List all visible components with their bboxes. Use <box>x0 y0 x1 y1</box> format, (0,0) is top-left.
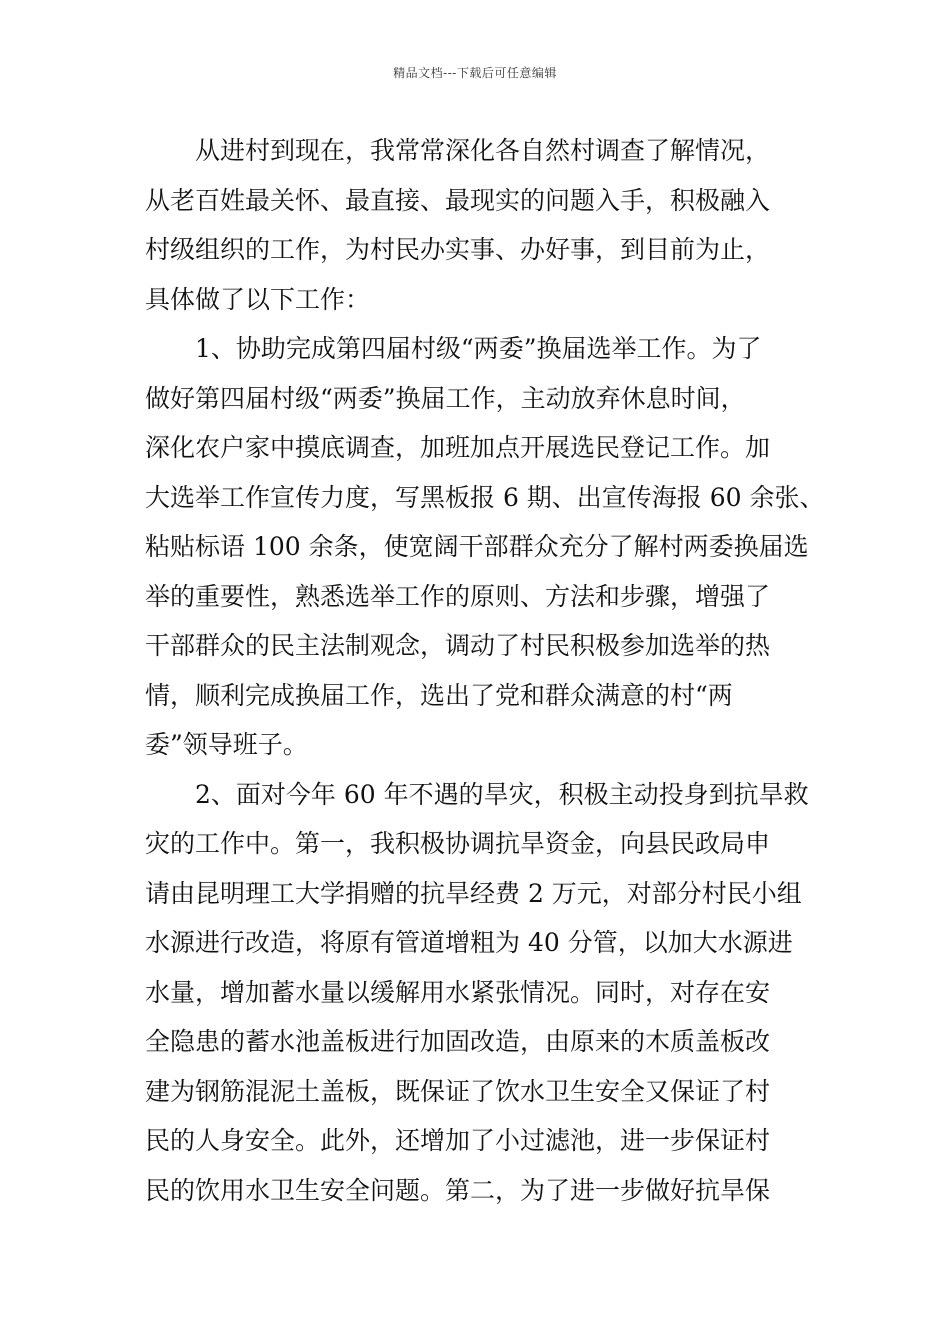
paragraph-line: 水源进行改造，将原有管道增粗为 40 分管，以加大水源进 <box>145 928 793 957</box>
page-header: 精品文档---下载后可任意编辑 <box>393 66 557 80</box>
paragraph-line: 委”领导班子。 <box>145 730 308 759</box>
paragraph-line: 建为钢筋混泥土盖板，既保证了饮水卫生安全又保证了村 <box>145 1076 771 1106</box>
paragraph-line: 水量，增加蓄水量以缓解用水紧张情况。同时，对存在安 <box>145 977 771 1007</box>
paragraph-line: 粘贴标语 100 余条，使宽阔干部群众充分了解村两委换届选 <box>145 532 809 561</box>
paragraph-line: 举的重要性，熟悉选举工作的原则、方法和步骤，增强了 <box>145 581 771 611</box>
paragraph-line: 情，顺利完成换届工作，选出了党和群众满意的村“两 <box>145 680 733 710</box>
paragraph-line: 请由昆明理工大学捐赠的抗旱经费 2 万元，对部分村民小组 <box>145 878 802 908</box>
paragraph-line: 干部群众的民主法制观念，调动了村民积极参加选举的热 <box>145 631 771 660</box>
paragraph-line: 全隐患的蓄水池盖板进行加固改造，由原来的木质盖板改 <box>145 1027 771 1056</box>
paragraph-line: 民的人身安全。此外，还增加了小过滤池，进一步保证村 <box>145 1126 771 1155</box>
paragraph-line: 从进村到现在，我常常深化各自然村调查了解情况， <box>195 136 771 165</box>
paragraph-line: 1、协助完成第四届村级“两委”换届选举工作。为了 <box>195 334 762 363</box>
paragraph-line: 村级组织的工作，为村民办实事、办好事，到目前为止， <box>145 235 771 264</box>
paragraph-line: 从老百姓最关怀、最直接、最现实的问题入手，积极融入 <box>145 185 771 215</box>
paragraph-line: 2、面对今年 60 年不遇的旱灾，积极主动投身到抗旱救 <box>195 779 809 809</box>
paragraph-line: 灾的工作中。第一，我积极协调抗旱资金，向县民政局申 <box>145 829 771 858</box>
paragraph-line: 具体做了以下工作： <box>145 284 371 314</box>
document-body <box>145 126 825 1215</box>
paragraph-line: 做好第四届村级“两委”换届工作，主动放弃休息时间， <box>145 383 746 413</box>
paragraph-line: 民的饮用水卫生安全问题。第二，为了进一步做好抗旱保 <box>145 1175 771 1205</box>
paragraph-line: 大选举工作宣传力度，写黑板报 6 期、出宣传海报 60 余张、 <box>145 482 825 512</box>
paragraph-line: 深化农户家中摸底调查，加班加点开展选民登记工作。加 <box>145 433 771 462</box>
